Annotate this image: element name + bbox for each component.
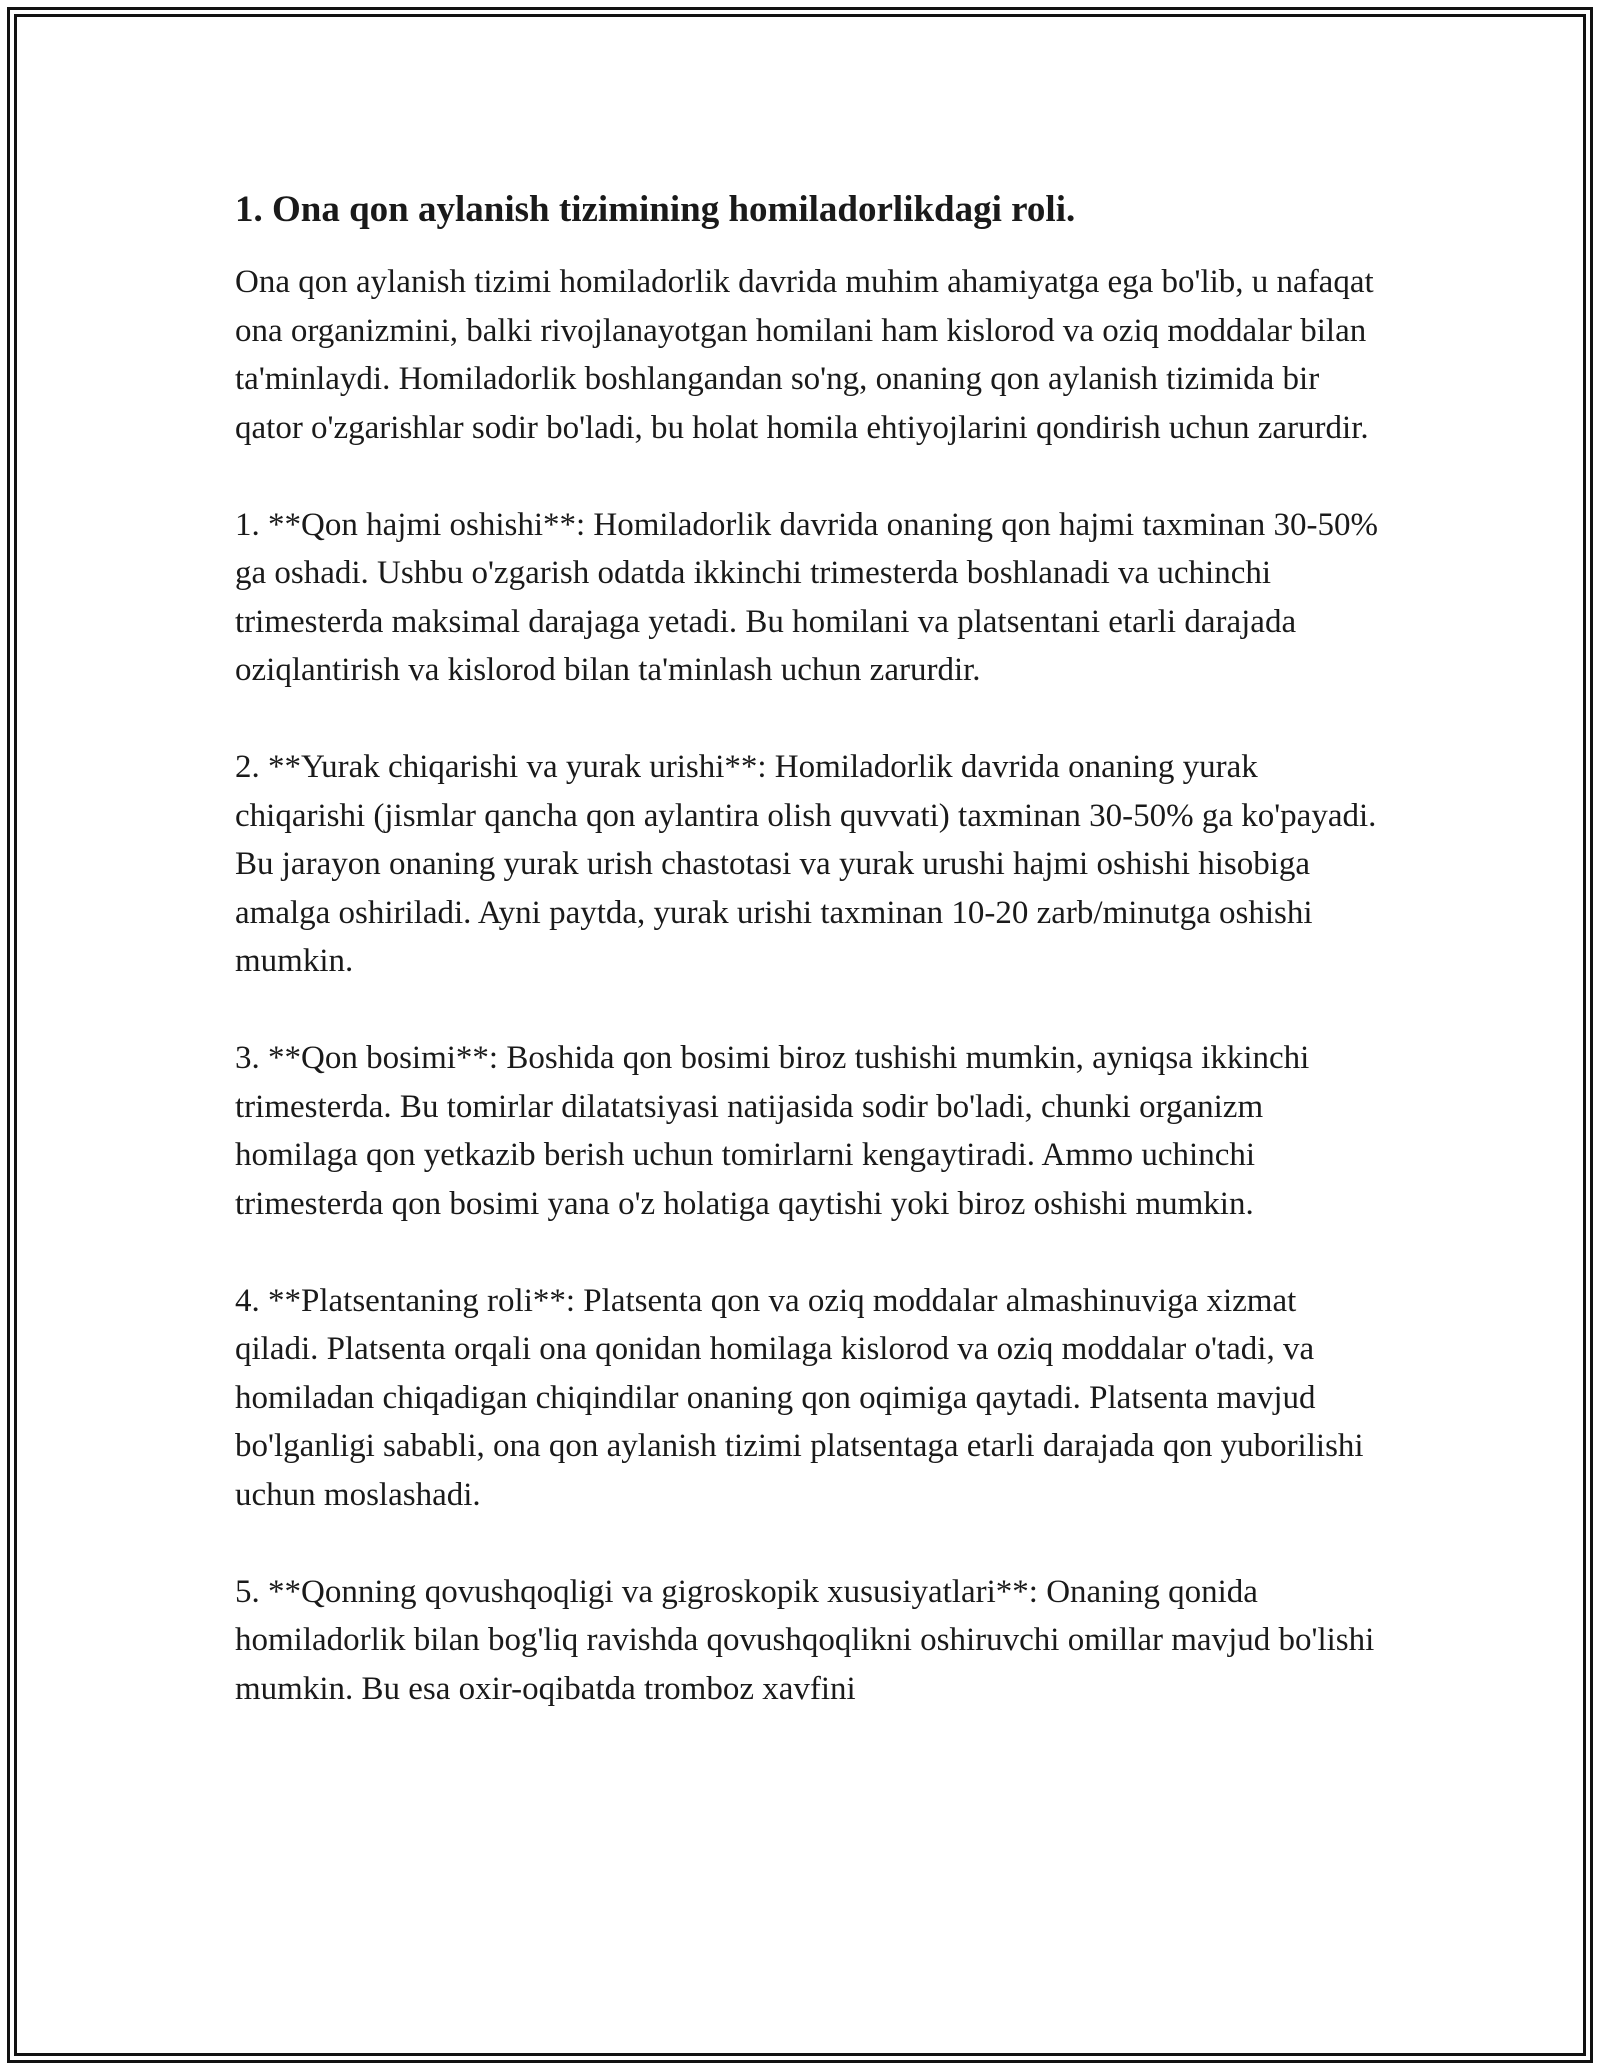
point-placenta-role: 4. **Platsentaning roli**: Platsenta qon va oziq moddalar almashinuviga xizmat qiladi. Platsenta orqali ona qonidan homilaga kislorod va oziq moddalar o'tadi, va homiladan chiqadigan chiqindilar onaning qon oqimiga qaytadi. Platsenta mavjud bo'lganligi sababli, ona qon aylanish tizimi platsentaga etarli darajada qon yuborilishi uchun moslashadi.	[235, 1282, 1364, 1513]
document-body	[235, 186, 1380, 1762]
point-blood-pressure: 3. **Qon bosimi**: Boshida qon bosimi biroz tushishi mumkin, ayniqsa ikkinchi trimesterda. Bu tomirlar dilatatsiyasi natijasida sodir bo'ladi, chunki organizm homilaga qon yetkazib berish uchun tomirlarni kengaytiradi. Ammo uchinchi trimesterda qon bosimi yana o'z holatiga qaytishi yoki biroz oshishi mumkin.	[235, 1040, 1310, 1222]
point-blood-viscosity: 5. **Qonning qovushqoqligi va gigroskopik xususiyatlari**: Onaning qonida homiladorlik bilan bog'liq ravishda qovushqoqlikni oshiruvchi omillar mavjud bo'lishi mumkin. Bu esa oxir-oqibatda tromboz xavfini	[235, 1573, 1375, 1707]
point-cardiac-output: 2. **Yurak chiqarishi va yurak urishi**: Homiladorlik davrida onaning yurak chiqarishi (jismlar qancha qon aylantira olish quvvati) taxminan 30-50% ga ko'payadi. Bu jarayon onaning yurak urish chastotasi va yurak urushi hajmi oshishi hisobiga amalga oshiriladi. Ayni paytda, yurak urishi taxminan 10-20 zarb/minutga oshishi mumkin.	[235, 749, 1377, 979]
point-blood-volume: 1. **Qon hajmi oshishi**: Homiladorlik davrida onaning qon hajmi taxminan 30-50% ga oshadi. Ushbu o'zgarish odatda ikkinchi trimesterda boshlanadi va uchinchi trimesterda maksimal darajaga yetadi. Bu homilani va platsentani etarli darajada oziqlantirish va kislorod bilan ta'minlash uchun zarurdir.	[235, 506, 1378, 688]
section-heading: 1. Ona qon aylanish tizimining homiladorlikdagi roli.	[235, 189, 1076, 230]
intro-paragraph: Ona qon aylanish tizimi homiladorlik davrida muhim ahamiyatga ega bo'lib, u nafaqat ona organizmini, balki rivojlanayotgan homilani ham kislorod va oziq moddalar bilan ta'minlaydi. Homiladorlik boshlangandan so'ng, onaning qon aylanish tizimida bir qator o'zgarishlar sodir bo'ladi, bu holat homila ehtiyojlarini qondirish uchun zarurdir.	[235, 264, 1374, 446]
